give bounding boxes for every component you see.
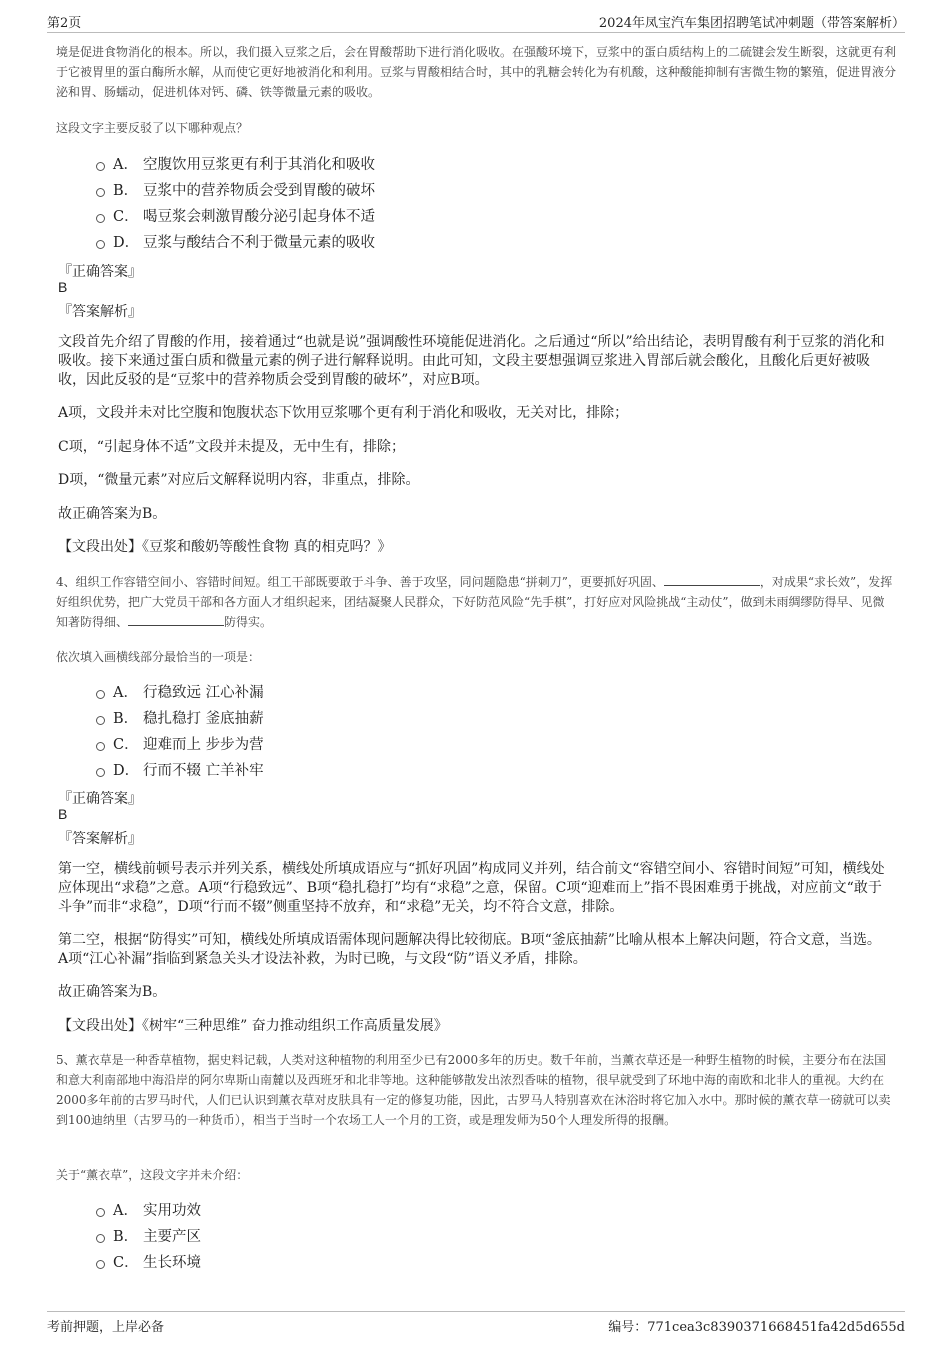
q3-analysis-p3: C项，“引起身体不适”文段并未提及，无中生有，排除；	[58, 439, 406, 455]
radio-icon[interactable]	[96, 240, 105, 249]
q3-option-c[interactable]: C． 喝豆浆会刺激胃酸分泌引起身体不适	[96, 202, 375, 228]
q3-analysis-label: 『答案解析』	[58, 304, 142, 320]
fill-blank-1	[664, 573, 760, 586]
fill-blank-2	[128, 613, 224, 626]
q3-option-b[interactable]: B． 豆浆中的营养物质会受到胃酸的破坏	[96, 176, 375, 202]
document-title: 2024年凤宝汽车集团招聘笔试冲刺题（带答案解析）	[598, 16, 905, 31]
q3-analysis-p4: D项，“微量元素”对应后文解释说明内容，非重点，排除。	[58, 472, 420, 488]
q3-options	[96, 150, 375, 254]
radio-icon[interactable]	[96, 690, 105, 699]
q3-source: 【文段出处】《豆浆和酸奶等酸性食物 真的相克吗？》	[58, 539, 392, 555]
q4-question: 依次填入画横线部分最恰当的一项是：	[56, 650, 261, 664]
q4-option-b[interactable]: B． 稳扎稳打 釜底抽薪	[96, 704, 264, 730]
q4-option-a[interactable]: A． 行稳致远 江心补漏	[96, 678, 264, 704]
q4-answer-label: 『正确答案』	[58, 791, 142, 807]
q4-source: 【文段出处】《树牢“三种思维” 奋力推动组织工作高质量发展》	[58, 1018, 448, 1034]
radio-icon[interactable]	[96, 162, 105, 171]
radio-icon[interactable]	[96, 188, 105, 197]
radio-icon[interactable]	[96, 1260, 105, 1269]
q4-answer: B	[58, 806, 68, 822]
q5-passage: 5、薰衣草是一种香草植物，据史料记载，人类对这种植物的利用至少已有2000多年的历史。数千年前，当薰衣草还是一种野生植物的时候，主要分布在法国和意大利南部地中海沿岸的阿尔卑斯山南麓以及西班牙和北非等地。这种能够散发出浓烈香味的植物，很早就受到了环地中海的南欧和北非人的重视。大约在2000多年前的古罗马时代，人们已认识到薰衣草对皮肤具有一定的修复功能，因此，古罗马人特别喜欢在沐浴时将它加入水中。那时候的薰衣草一磅就可以卖到100迪纳里（古罗马的一种货币），相当于当时一个农场工人一个月的工资，或是理发师为50个人理发所得的报酬。	[56, 1053, 891, 1127]
q4-analysis-label: 『答案解析』	[58, 831, 142, 847]
q5-option-a[interactable]: A． 实用功效	[96, 1196, 201, 1222]
q4-analysis-p1: 第一空，横线前顿号表示并列关系，横线处所填成语应与“抓好巩固”构成同义并列，结合前文“容错空间小、容错时间短”可知，横线处应体现出“求稳”之意。A项“行稳致远”、B项“稳扎稳打”均有“求稳”之意，保留。C项“迎难而上”指不畏困难勇于挑战，对应前文“敢于斗争”而非“求稳”，D项“行而不辍”侧重坚持不放弃，和“求稳”无关，均不符合文意，排除。	[58, 861, 885, 915]
q4-option-d[interactable]: D． 行而不辍 亡羊补牢	[96, 756, 264, 782]
page-footer	[47, 1311, 905, 1338]
radio-icon[interactable]	[96, 768, 105, 777]
q5-question: 关于“薰衣草”，这段文字并未介绍：	[56, 1168, 249, 1182]
radio-icon[interactable]	[96, 1234, 105, 1243]
q5-option-b[interactable]: B． 主要产区	[96, 1222, 201, 1248]
q3-answer-label: 『正确答案』	[58, 264, 142, 280]
q5-option-c[interactable]: C． 生长环境	[96, 1248, 201, 1274]
document-id: 编号：771cea3c8390371668451fa42d5d655d	[608, 1320, 905, 1335]
q3-analysis-p2: A项，文段并未对比空腹和饱腹状态下饮用豆浆哪个更有利于消化和吸收，无关对比，排除；	[58, 405, 629, 421]
q3-question: 这段文字主要反驳了以下哪种观点？	[56, 121, 249, 135]
q4-conclusion: 故正确答案为B。	[58, 984, 167, 1000]
radio-icon[interactable]	[96, 716, 105, 725]
q4-passage: 4、组织工作容错空间小、容错时间短。组工干部既要敢于斗争、善于攻坚，同问题隐患“拼刺刀”，更要抓好巩固、 ，对成果“求长效”，发挥好组织优势，把广大党员干部和各方面人才组织起来，团结凝聚人民群众，下好防范风险“先手棋”，打好应对风险挑战“主动仗”，做到未雨绸缪防得早、见微知著防得细、 防得实。	[56, 575, 893, 629]
q3-answer: B	[58, 279, 68, 295]
q5-options	[96, 1196, 201, 1274]
radio-icon[interactable]	[96, 1208, 105, 1217]
q3-analysis-p1: 文段首先介绍了胃酸的作用，接着通过“也就是说”强调酸性环境能促进消化。之后通过“所以”给出结论，表明胃酸有利于豆浆的消化和吸收。接下来通过蛋白质和微量元素的例子进行解释说明。由此可知，文段主要想强调豆浆进入胃部后就会酸化，且酸化后更好被吸收，因此反驳的是“豆浆中的营养物质会受到胃酸的破坏”，对应B项。	[58, 334, 885, 388]
q3-passage: 境是促进食物消化的根本。所以，我们摄入豆浆之后，会在胃酸帮助下进行消化吸收。在强酸环境下，豆浆中的蛋白质结构上的二硫键会发生断裂，这就更有利于它被胃里的蛋白酶所水解，从而使它更好地被消化和利用。豆浆与胃酸相结合时，其中的乳糖会转化为有机酸，这种酸能抑制有害微生物的繁殖，促进胃液分泌和胃、肠蠕动，促进机体对钙、磷、铁等微量元素的吸收。	[56, 45, 897, 99]
radio-icon[interactable]	[96, 742, 105, 751]
page-number: 第2页	[47, 16, 82, 31]
q3-option-d[interactable]: D． 豆浆与酸结合不利于微量元素的吸收	[96, 228, 375, 254]
page-header	[47, 10, 905, 33]
q4-analysis-p2: 第二空，根据“防得实”可知，横线处所填成语需体现问题解决得比较彻底。B项“釜底抽薪”比喻从根本上解决问题，符合文意，当选。A项“江心补漏”指临到紧急关头才设法补救，为时已晚，与文段“防”语义矛盾，排除。	[58, 932, 881, 967]
footer-slogan: 考前押题，上岸必备	[47, 1320, 165, 1335]
q3-option-a[interactable]: A． 空腹饮用豆浆更有利于其消化和吸收	[96, 150, 375, 176]
q3-conclusion: 故正确答案为B。	[58, 506, 167, 522]
radio-icon[interactable]	[96, 214, 105, 223]
q4-options	[96, 678, 264, 782]
q4-option-c[interactable]: C． 迎难而上 步步为营	[96, 730, 264, 756]
